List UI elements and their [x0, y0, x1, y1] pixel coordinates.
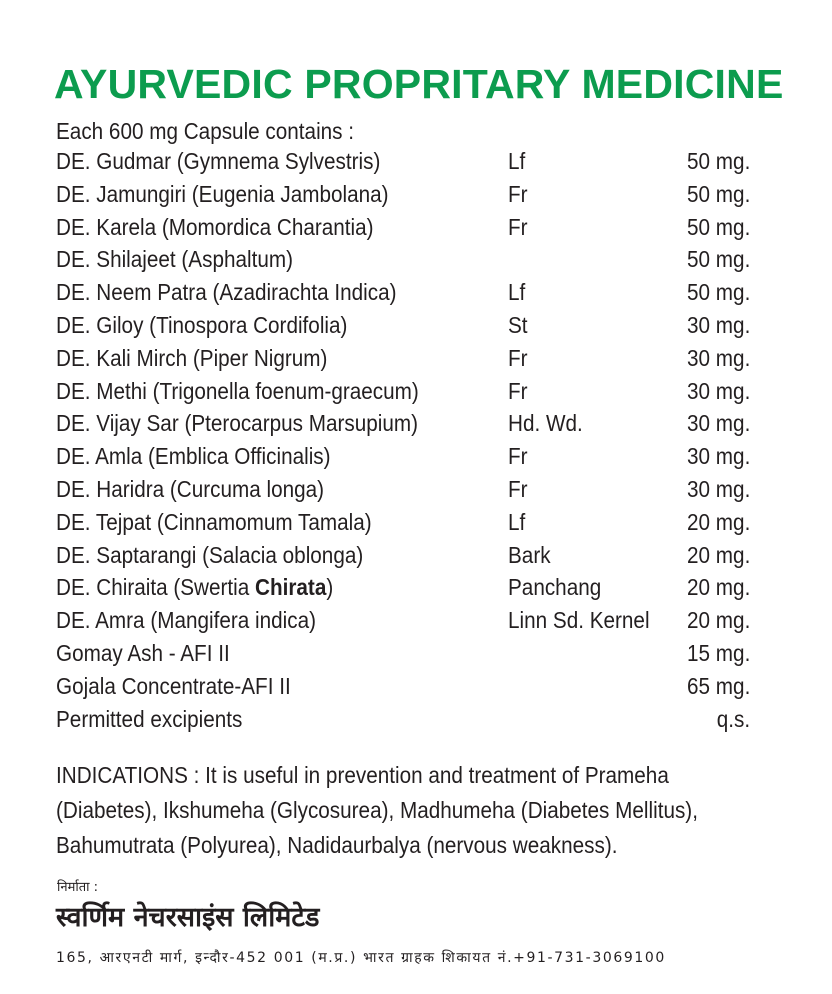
capsule-contents-intro: Each 600 mg Capsule contains :	[56, 118, 355, 144]
ingredient-quantity: 20 mg.	[686, 607, 750, 634]
ingredient-quantity: 30 mg.	[686, 312, 750, 338]
ingredient-quantity: 50 mg.	[686, 279, 750, 306]
ingredient-name: Gomay Ash - AFI II	[56, 640, 230, 666]
ingredient-row	[56, 277, 756, 307]
ingredient-name-part: DE. Chiraita (Swertia	[56, 574, 256, 601]
ingredient-part-used: Fr	[508, 443, 528, 470]
ingredient-name: Permitted excipients	[56, 705, 243, 732]
ingredient-name: DE. Methi (Trigonella foenum-graecum)	[56, 377, 419, 404]
manufacturer-name: स्वर्णिम नेचरसाइंस लिमिटेड	[56, 902, 320, 933]
ingredient-name: DE. Kali Mirch (Piper Nigrum)	[56, 344, 328, 371]
ingredient-part-used: Lf	[508, 279, 526, 306]
page-title: AYURVEDIC PROPRITARY MEDICINE	[54, 61, 784, 107]
ingredient-part-used: Fr	[508, 344, 528, 371]
ingredient-row	[56, 212, 756, 242]
ingredient-quantity: 65 mg.	[686, 672, 750, 699]
ingredient-row	[56, 244, 756, 274]
ingredient-row	[56, 638, 756, 668]
ingredient-name: DE. Neem Patra (Azadirachta Indica)	[56, 279, 397, 306]
ingredient-row	[56, 540, 756, 570]
ingredient-quantity: 20 mg.	[686, 508, 750, 535]
ingredient-quantity: 50 mg.	[686, 180, 750, 207]
ingredient-quantity: 30 mg.	[686, 344, 750, 371]
ingredient-name	[56, 572, 333, 602]
ingredient-part-used: Fr	[508, 180, 528, 207]
manufacturer-label: निर्माता :	[57, 880, 99, 895]
ingredient-row	[56, 441, 756, 471]
ingredient-name-part: )	[326, 574, 334, 601]
indications-text: INDICATIONS : It is useful in prevention and treatment of Prameha (Diabetes), Ikshumeha (Glycosurea), Madhumeha (Diabetes Mellitus), Bahumutrata (Polyurea), Nadidaurbalya (nervous weakness).	[56, 762, 698, 858]
ingredient-quantity: 30 mg.	[686, 377, 750, 404]
ingredient-part-used: Bark	[508, 541, 551, 568]
ingredient-name: DE. Shilajeet (Asphaltum)	[56, 246, 294, 273]
ingredient-name: DE. Gudmar (Gymnema Sylvestris)	[56, 148, 381, 174]
ingredient-part-used: Lf	[508, 508, 526, 535]
ingredient-row	[56, 146, 756, 176]
ingredient-name: DE. Vijay Sar (Pterocarpus Marsupium)	[56, 410, 418, 437]
ingredient-name: DE. Jamungiri (Eugenia Jambolana)	[56, 180, 389, 207]
ingredient-row	[56, 408, 756, 438]
ingredient-quantity: 30 mg.	[686, 410, 750, 437]
ingredient-quantity: 50 mg.	[686, 213, 750, 240]
ingredient-row	[56, 605, 756, 635]
ingredient-quantity: 50 mg.	[686, 246, 750, 273]
ingredient-row	[56, 474, 756, 504]
ingredient-name: DE. Tejpat (Cinnamomum Tamala)	[56, 508, 372, 535]
ingredient-row	[56, 671, 756, 701]
ingredient-quantity: 50 mg.	[686, 148, 750, 174]
ingredient-name: Gojala Concentrate-AFI II	[56, 672, 291, 699]
ingredient-row	[56, 572, 756, 602]
ingredient-row	[56, 310, 756, 340]
ingredient-name: DE. Karela (Momordica Charantia)	[56, 213, 374, 240]
ingredient-part-used: St	[508, 312, 528, 338]
ingredient-quantity: 30 mg.	[686, 476, 750, 502]
ingredient-quantity: 20 mg.	[686, 574, 750, 601]
ingredient-part-used: Hd. Wd.	[508, 410, 583, 437]
ingredient-name: DE. Giloy (Tinospora Cordifolia)	[56, 312, 348, 338]
ingredient-row	[56, 376, 756, 406]
ingredient-part-used: Fr	[508, 476, 528, 502]
ingredient-quantity: q.s.	[716, 705, 750, 732]
manufacturer-address: 165, आरएनटी मार्ग, इन्दौर-452 001 (म.प्र.) भारत ग्राहक शिकायत नं.+91-731-3069100	[56, 950, 666, 966]
ingredient-row	[56, 179, 756, 209]
ingredient-row	[56, 343, 756, 373]
ingredient-quantity: 30 mg.	[686, 443, 750, 470]
ingredient-row	[56, 704, 756, 734]
ingredient-name: DE. Amra (Mangifera indica)	[56, 607, 317, 634]
ingredient-name: DE. Haridra (Curcuma longa)	[56, 476, 325, 502]
ingredient-part-used: Panchang	[508, 574, 602, 601]
ingredient-part-used: Fr	[508, 377, 528, 404]
ingredient-row	[56, 507, 756, 537]
ingredient-part-used: Linn Sd. Kernel	[508, 607, 650, 634]
ingredient-name: DE. Saptarangi (Salacia oblonga)	[56, 541, 364, 568]
ingredient-part-used: Fr	[508, 213, 528, 240]
ingredient-name: DE. Amla (Emblica Officinalis)	[56, 443, 331, 470]
ingredient-part-used: Lf	[508, 148, 526, 174]
ingredient-name-bold: Chirata	[255, 574, 327, 601]
ingredient-quantity: 15 mg.	[686, 640, 750, 666]
ingredient-quantity: 20 mg.	[686, 541, 750, 568]
